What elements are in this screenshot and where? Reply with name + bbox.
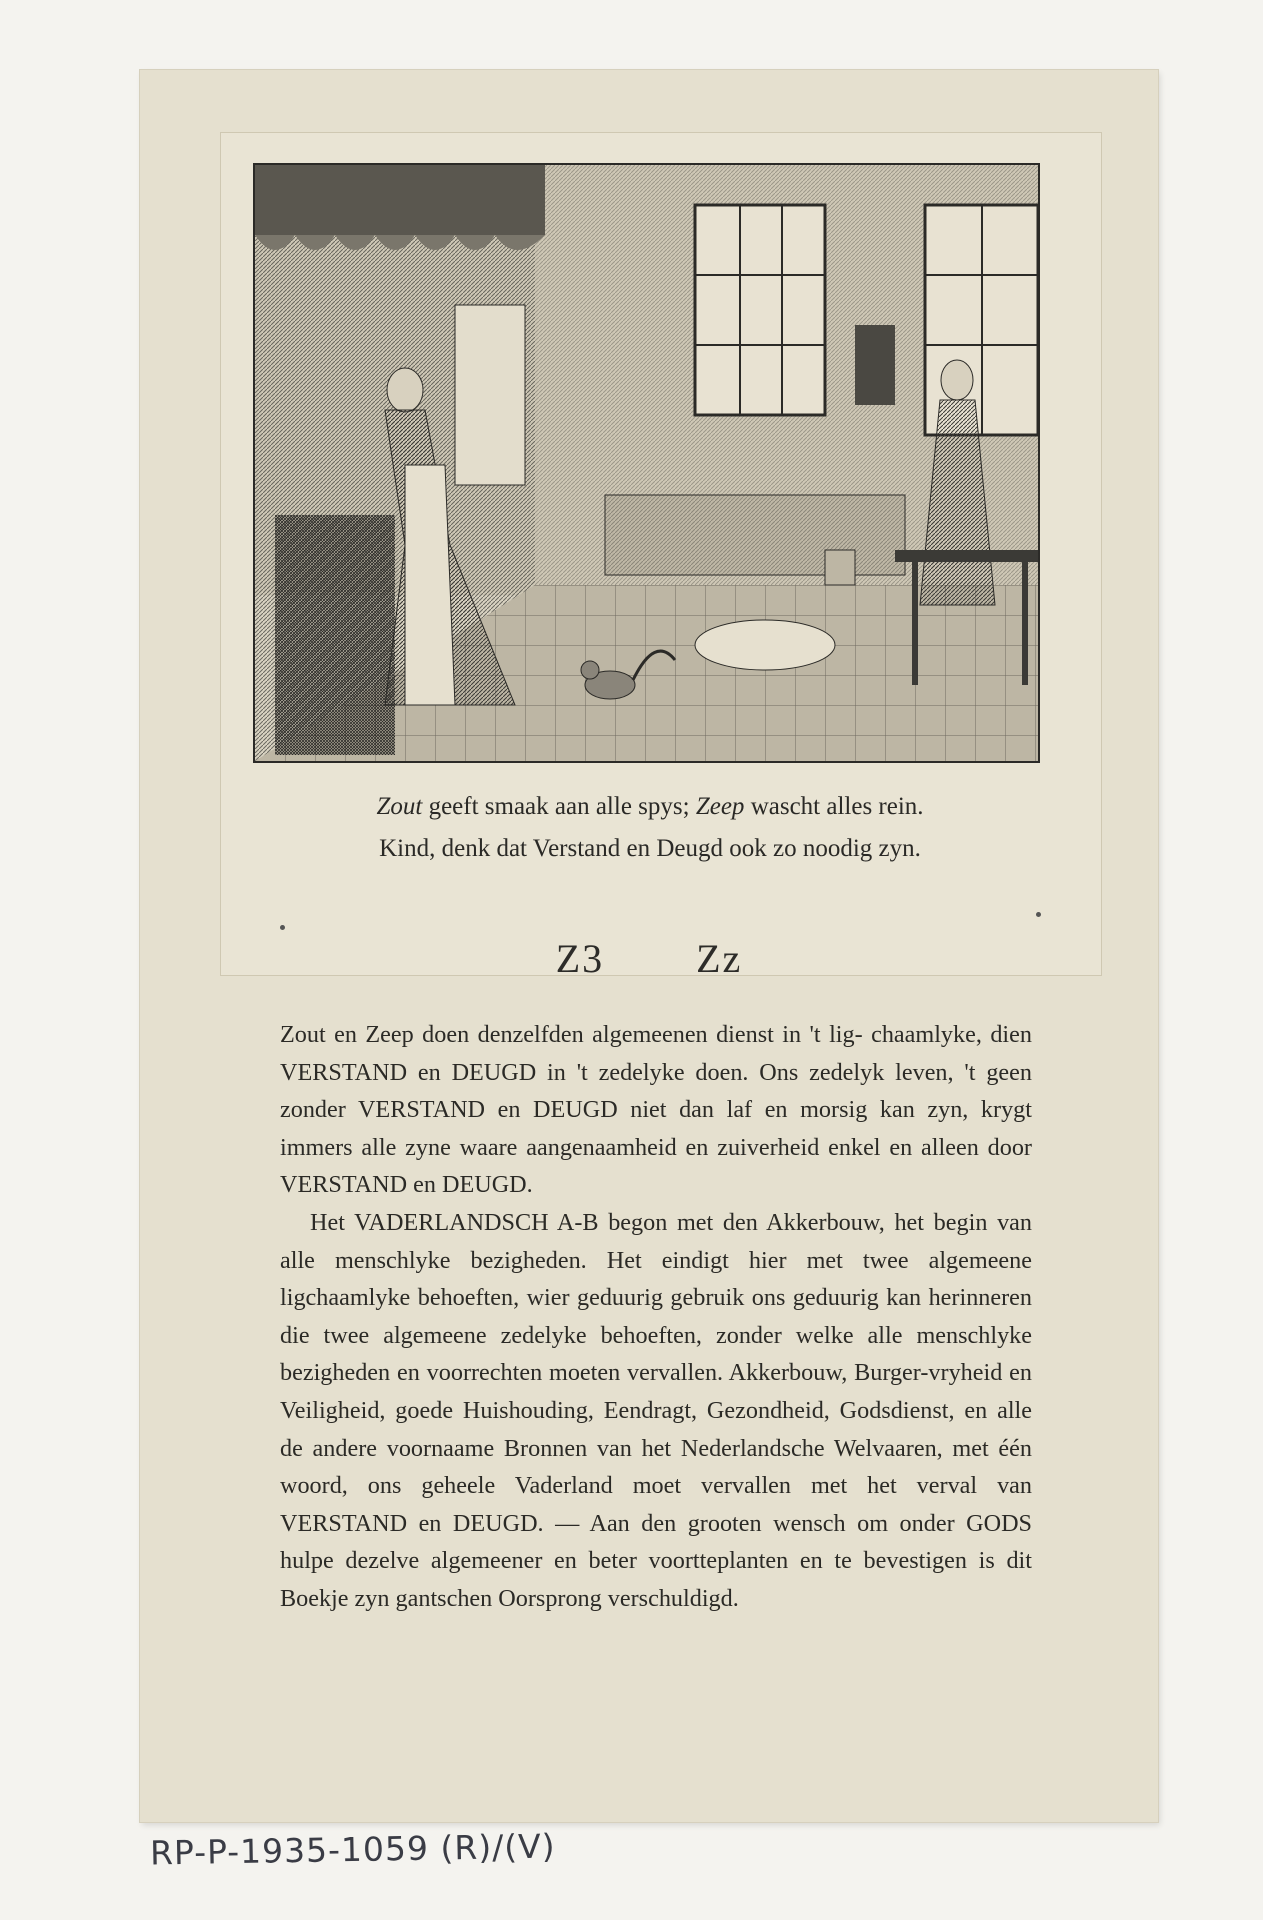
page-heading (140, 935, 1158, 982)
caption-line-1a: geeft smaak aan alle spys; (422, 793, 696, 820)
paragraph-1: Zout en Zeep doen denzelfden algemeenen dienst in 't lig- chaamlyke, dien VERSTAND en DEUGD in 't zedelyke doen. Ons zedelyk leven, 't geen zonder VERSTAND en DEUGD niet dan laf en morsig kan zyn, krygt immers alle zyne waare aangenaamheid en zuiverheid enkel en alleen door VERSTAND en DEUGD. (280, 1021, 1032, 1199)
print-sheet (140, 70, 1158, 1822)
heading-left: Z3 (555, 936, 605, 981)
caption-line-1b: wascht alles rein. (744, 793, 924, 820)
ink-dot (280, 925, 285, 930)
engraving-caption (290, 786, 1010, 870)
heading-right: Zz (696, 936, 743, 981)
paragraph-2: Het VADERLANDSCH A-B begon met den Akkerbouw, het begin van alle menschlyke bezigheden. Het eindigt hier met twee algemeene ligchaamlyke behoeften, wier geduurig gebruik ons geduurig kan herinneren die twee algemeene zedelyke behoeften, zonder welke alle menschlyke bezigheden en voorrechten moeten vervallen. Akkerbouw, Burger-vryheid en Veiligheid, goede Huishouding, Eendragt, Gezondheid, Godsdienst, en alle de andere voornaame Bronnen van het Nederlandsche Welvaaren, met één woord, ons geheele Vaderland moet vervallen met het verval van VERSTAND en DEUGD. — Aan den grooten wensch om onder GODS hulpe dezelve algemeener en beter voortteplanten en te bevestigen is dit Boekje zyn gantschen Oorsprong verschuldigd. (280, 1208, 1032, 1612)
caption-word-zeep: Zeep (695, 793, 745, 820)
caption-word-zout: Zout (376, 793, 423, 820)
inventory-number: RP-P-1935-1059 (R)/(V) (149, 1826, 556, 1873)
ink-dot (1036, 912, 1041, 917)
kitchen-engraving (253, 163, 1040, 763)
caption-line-2: Kind, denk dat Verstand en Deugd ook zo noodig zyn. (379, 835, 921, 862)
body-text (280, 1016, 1032, 1618)
caption-line-1 (290, 786, 1010, 828)
